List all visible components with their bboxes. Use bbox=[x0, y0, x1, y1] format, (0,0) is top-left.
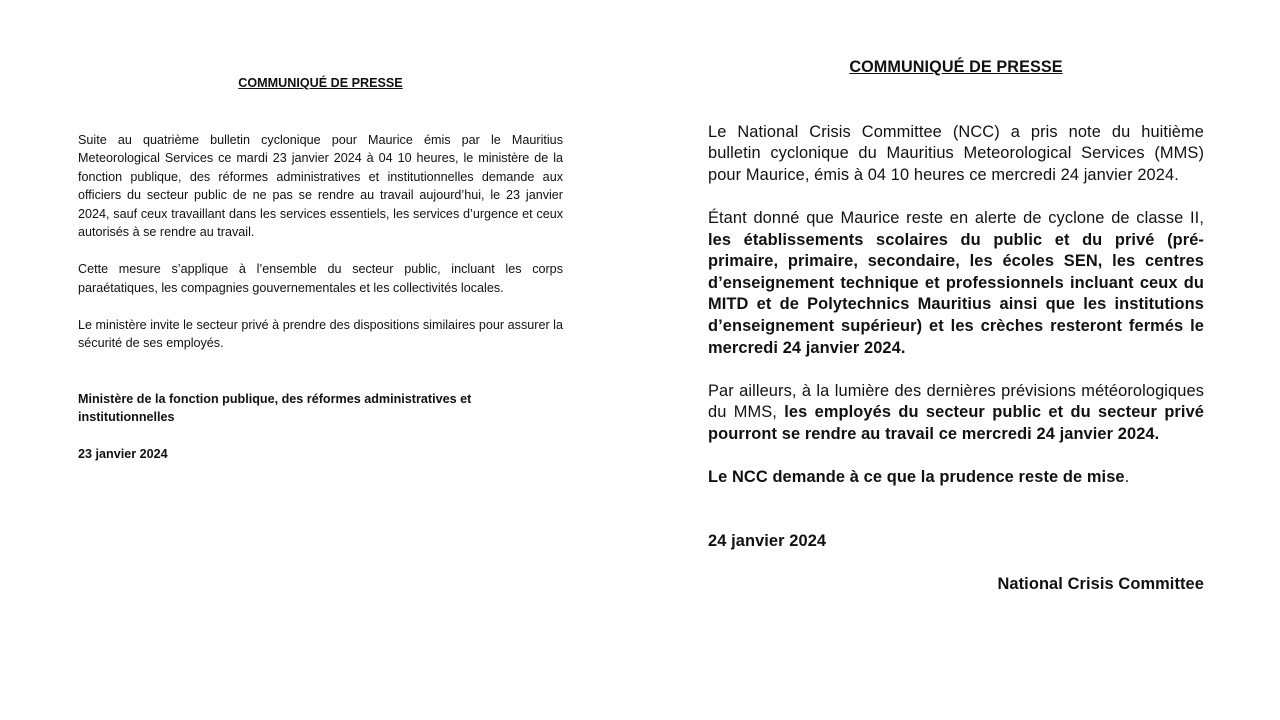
left-date: 23 janvier 2024 bbox=[78, 446, 168, 461]
right-paragraph-4-emphasis: Le NCC demande à ce que la prudence reste de mise bbox=[708, 468, 1125, 487]
right-paragraph-4 bbox=[708, 467, 1204, 489]
right-release-title: COMMUNIQUÉ DE PRESSE bbox=[849, 58, 1063, 76]
right-paragraph-3-intro: Par ailleurs, à la lumière des dernières prévisions météorologiques du MMS, bbox=[708, 381, 1204, 422]
right-paragraph-2-emphasis: les établissements scolaires du public et du privé (pré-primaire, primaire, secondaire, les écoles SEN, les centres d’enseignement technique et professionnels incluant ceux du MITD et de Polytechnics Mauritius ainsi que les institutions d’enseignement supérieur) et les crèches resteront fermés le mercredi 24 janvier 2024. bbox=[708, 230, 1204, 357]
left-press-release bbox=[78, 74, 563, 463]
right-paragraph-2-intro: Étant donné que Maurice reste en alerte de cyclone de classe II, bbox=[708, 208, 1204, 227]
right-paragraph-4-end: . bbox=[1124, 468, 1130, 487]
left-paragraph-3: Le ministère invite le secteur privé à prendre des dispositions similaires pour assurer la sécurité de ses employés. bbox=[78, 317, 563, 350]
left-paragraph-2: Cette mesure s’applique à l’ensemble du secteur public, incluant les corps paraétatiques, les compagnies gouvernementales et les collectivités locales. bbox=[78, 262, 563, 295]
left-signatory: Ministère de la fonction publique, des réformes administratives et institutionnelles bbox=[78, 391, 472, 424]
right-paragraph-3-emphasis: les employés du secteur public et du secteur privé pourront se rendre au travail ce mercredi 24 janvier 2024. bbox=[708, 403, 1204, 443]
right-paragraph-2 bbox=[708, 208, 1204, 359]
right-paragraph-3 bbox=[708, 381, 1204, 446]
right-press-release bbox=[708, 57, 1204, 596]
left-release-title: COMMUNIQUÉ DE PRESSE bbox=[238, 76, 403, 90]
right-date: 24 janvier 2024 bbox=[708, 531, 827, 550]
left-paragraph-1: Suite au quatrième bulletin cyclonique pour Maurice émis par le Mauritius Meteorological Services ce mardi 23 janvier 2024 à 04 10 heures, le ministère de la fonction publique, des réformes administratives et institutionnelles demande aux officiers du secteur public de ne pas se rendre au travail aujourd’hui, le 23 janvier 2024, sauf ceux travaillant dans les services essentiels, les services d’urgence et ceux autorisés à se rendre au travail. bbox=[78, 132, 563, 239]
right-signatory: National Crisis Committee bbox=[997, 575, 1204, 594]
right-paragraph-1: Le National Crisis Committee (NCC) a pris note du huitième bulletin cyclonique du Mauritius Meteorological Services (MMS) pour Maurice, émis à 04 10 heures ce mercredi 24 janvier 2024. bbox=[708, 122, 1204, 184]
